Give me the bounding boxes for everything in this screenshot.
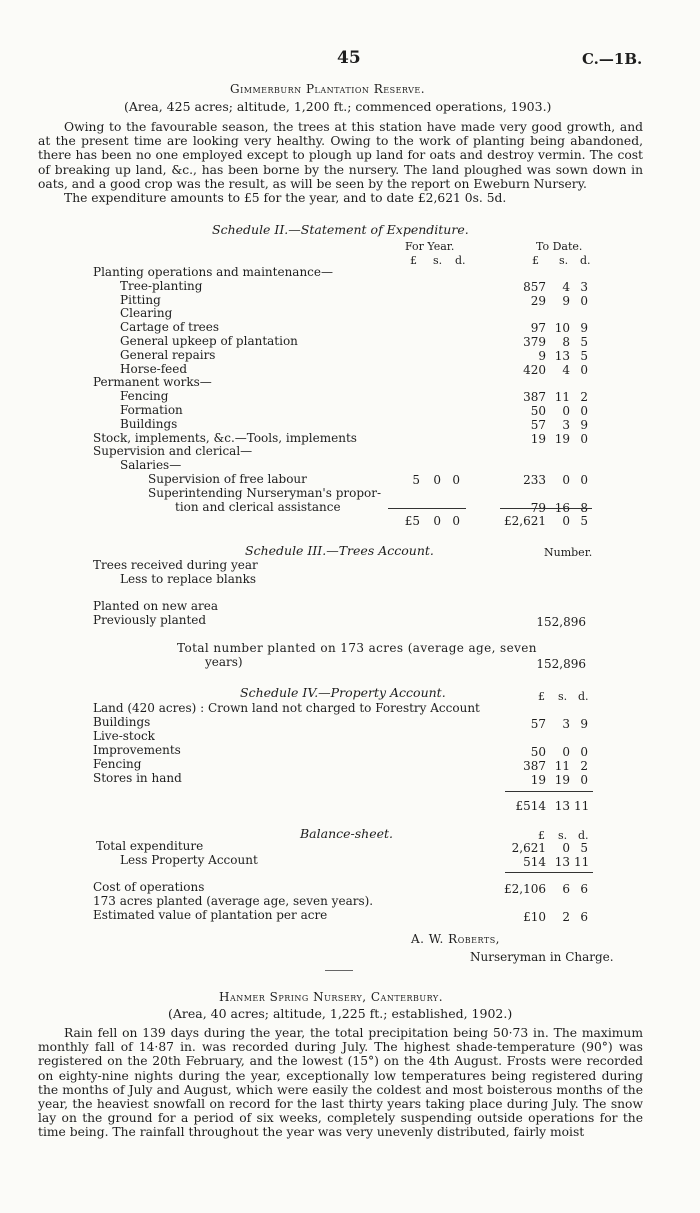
schedule-2-td-value: 29 xyxy=(530,293,546,308)
schedule-4-value: 9 xyxy=(580,717,588,731)
schedule-2-td-value: 8 xyxy=(580,500,588,515)
balance-shilling: s. xyxy=(558,829,568,842)
schedule-2-td-value: 57 xyxy=(530,417,546,432)
schedule-2-td-value: 420 xyxy=(523,362,546,377)
schedule-3-row-less: Less to replace blanks xyxy=(120,572,257,586)
section-divider xyxy=(325,970,353,971)
schedule-4-value: 387 xyxy=(523,759,546,773)
schedule-2-row-label: Superintending Nurseryman's propor- xyxy=(148,485,382,500)
schedule-4-title: Schedule IV.—Property Account. xyxy=(240,685,446,700)
schedule-2-row-label: Clearing xyxy=(120,306,173,321)
schedule-2-td-value: 2 xyxy=(580,390,588,405)
schedule-2-td-value: 0 xyxy=(580,362,588,377)
balance-cost-shilling: 6 xyxy=(562,882,570,896)
schedule-4-value: 50 xyxy=(530,745,546,759)
balance-rule xyxy=(505,872,593,873)
schedule-2-td-value: 97 xyxy=(530,321,546,336)
schedule-2-fy-value: 5 xyxy=(412,473,420,487)
schedule-4-row-label: Land (420 acres) : Crown land not charged to Forestry Account xyxy=(93,701,480,715)
schedule-4-pound: £ xyxy=(538,690,545,703)
schedule-2-td-value: 5 xyxy=(580,348,588,363)
schedule-2-td-value: 3 xyxy=(580,279,588,294)
schedule-2-td-pence: d. xyxy=(580,254,591,267)
schedule-2-row-label: Formation xyxy=(120,403,183,417)
balance-total-expenditure-pound: 2,621 xyxy=(511,841,546,855)
schedule-4-value: 19 xyxy=(554,773,570,787)
schedule-2-td-value: 5 xyxy=(580,335,588,349)
schedule-2-td-value: 233 xyxy=(523,473,546,487)
schedule-4-row-label: Improvements xyxy=(93,743,181,757)
schedule-4-row-label: Live-stock xyxy=(93,729,155,743)
page-number: 45 xyxy=(337,48,361,68)
schedule-2-row-label: Cartage of trees xyxy=(120,320,220,335)
schedule-2-title: Schedule II.—Statement of Expenditure. xyxy=(212,222,469,237)
schedule-2-td-value: 50 xyxy=(530,404,546,418)
schedule-2-td-pound: £ xyxy=(532,254,539,267)
balance-pound: £ xyxy=(538,829,545,842)
schedule-4-pence: d. xyxy=(578,690,589,703)
schedule-2-row-label: Tree-planting xyxy=(120,278,203,293)
schedule-2-fy-shilling: s. xyxy=(433,254,443,267)
schedule-2-total-rule-fy xyxy=(388,508,466,509)
schedule-2-row-label: tion and clerical assistance xyxy=(175,499,341,514)
schedule-2-td-value: 0 xyxy=(562,473,570,487)
schedule-2-row-label: Supervision and clerical— xyxy=(93,444,253,459)
balance-estimated-label: Estimated value of plantation per acre xyxy=(93,908,328,922)
schedule-4-value: 19 xyxy=(530,773,546,787)
schedule-3-previously-value: 152,896 xyxy=(536,615,586,629)
schedule-2-row-label: Stock, implements, &c.—Tools, implements xyxy=(93,430,357,445)
schedule-4-value: 11 xyxy=(554,759,570,773)
schedule-2-td-value: 9 xyxy=(580,417,588,432)
schedule-2-td-value: 11 xyxy=(554,390,570,405)
schedule-4-row-label: Buildings xyxy=(93,715,151,729)
schedule-2-total-rule-td xyxy=(500,508,592,509)
schedule-2-row-label: Planting operations and maintenance— xyxy=(93,265,333,279)
schedule-2-td-value: 16 xyxy=(554,500,570,515)
balance-estimated-pound: £10 xyxy=(523,910,546,924)
schedule-4-row-label: Stores in hand xyxy=(93,771,182,785)
schedule-2-row-label: General upkeep of plantation xyxy=(120,334,298,348)
balance-total-expenditure-pence: 5 xyxy=(580,841,588,855)
schedule-2-td-value: 0 xyxy=(580,404,588,418)
schedule-2-total-fy-shilling: 0 xyxy=(433,514,441,528)
schedule-2-td-value: 19 xyxy=(554,431,570,446)
schedule-3-total-value: 152,896 xyxy=(536,657,586,671)
schedule-2-td-value: 3 xyxy=(562,417,570,432)
schedule-2-td-value: 10 xyxy=(554,321,570,336)
gimmerburn-paragraph xyxy=(38,120,643,205)
schedule-2-td-value: 857 xyxy=(523,279,546,294)
gimmerburn-para-2: The expenditure amounts to £5 for the year, and to date £2,621 0s. 5d. xyxy=(64,191,507,206)
schedule-2-td-value: 0 xyxy=(562,404,570,418)
schedule-2-td-value: 4 xyxy=(562,279,570,294)
schedule-2-fy-pound: £ xyxy=(410,254,417,267)
schedule-4-shilling: s. xyxy=(558,690,568,703)
schedule-4-value: 57 xyxy=(530,717,546,731)
schedule-2-td-value: 19 xyxy=(530,431,546,446)
balance-acres-label: 173 acres planted (average age, seven years). xyxy=(93,894,374,908)
balance-estimated-shilling: 2 xyxy=(562,910,570,924)
schedule-2-total-td-shilling: 0 xyxy=(562,514,570,528)
schedule-2-td-value: 0 xyxy=(580,293,588,308)
schedule-2-row-label: Supervision of free labour xyxy=(148,472,307,486)
schedule-2-total-td-pound: £2,621 xyxy=(504,514,546,528)
schedule-4-value: 3 xyxy=(562,717,570,731)
schedule-2-fy-pence: d. xyxy=(455,254,466,267)
schedule-3-total-label-2: years) xyxy=(205,655,243,669)
schedule-2-row-label: Pitting xyxy=(120,292,161,307)
schedule-2-td-value: 13 xyxy=(554,348,570,363)
schedule-2-td-value: 8 xyxy=(562,335,570,349)
schedule-4-value: 0 xyxy=(562,745,570,759)
document-code: C.—1B. xyxy=(582,50,643,68)
schedule-4-total-rule xyxy=(505,791,593,792)
hanmer-paragraph xyxy=(38,1026,643,1140)
signature-name: A. W. Roberts, xyxy=(411,932,500,946)
schedule-2-col-to-date: To Date. xyxy=(536,240,583,253)
schedule-2-td-value: 9 xyxy=(562,293,570,308)
schedule-4-total-pound: £514 xyxy=(515,799,546,813)
schedule-2-total-td-pence: 5 xyxy=(580,514,588,528)
balance-cost-pound: £2,106 xyxy=(504,882,546,896)
schedule-3-row-previously: Previously planted xyxy=(93,613,207,627)
schedule-4-total-pence: 11 xyxy=(574,799,590,813)
schedule-3-row-new-area: Planted on new area xyxy=(93,599,219,613)
schedule-2-fy-value: 0 xyxy=(433,473,441,487)
schedule-2-row-label: Permanent works— xyxy=(93,375,212,390)
schedule-4-value: 0 xyxy=(580,773,588,787)
schedule-3-total-label-1: Total number planted on 173 acres (average age, seven xyxy=(177,641,537,655)
schedule-2-row-label: Buildings xyxy=(120,416,178,431)
balance-cost-pence: 6 xyxy=(580,882,588,896)
schedule-4-value: 2 xyxy=(580,759,588,773)
schedule-2-td-value: 79 xyxy=(530,500,546,515)
balance-pence: d. xyxy=(578,829,589,842)
hanmer-para: Rain fell on 139 days during the year, the total precipitation being 50·73 in. The maximum monthly fall of 14·87 in. was recorded during July. The highest shade-temperature (90°) was registered on the 20th February, and the lowest (15°) on the 4th August. Frosts were recorded on eighty-nine nights during the year, exceptionally low temperatures being registered during the months of July and August, which were easily the coldest and most boisterous months of the year, the heaviest snowfall on record for the last thirty years taking place during July. The snow lay on the ground for a period of six weeks, completely suspending outside operations for the time being. The rainfall throughout the year was very unevenly distributed, fairly moist xyxy=(38,1026,643,1140)
balance-estimated-pence: 6 xyxy=(580,910,588,924)
schedule-2-td-shilling: s. xyxy=(559,254,569,267)
schedule-3-title: Schedule III.—Trees Account. xyxy=(245,543,434,558)
schedule-2-total-fy-pound: £5 xyxy=(404,514,420,528)
gimmerburn-para-1: Owing to the favourable season, the trees at this station have made very good growth, and at the present time are looking very healthy. Owing to the work of planting being abandoned, there has been no one employed except to plough up land for oats and destroy vermin. The cost of breaking up land, &c., has been borne by the nursery. The land ploughed was sown down in oats, and a good crop was the result, as will be seen by the report on Eweburn Nursery. xyxy=(38,120,643,191)
section-title-hanmer: Hanmer Spring Nursery, Canterbury. xyxy=(219,990,444,1004)
balance-cost-label: Cost of operations xyxy=(93,880,205,894)
balance-less-property-shilling: 13 xyxy=(554,855,570,869)
schedule-2-td-value: 379 xyxy=(523,335,546,349)
schedule-2-td-value: 4 xyxy=(562,362,570,377)
balance-less-property-pound: 514 xyxy=(523,855,546,869)
schedule-2-row-label: Horse-feed xyxy=(120,361,188,376)
schedule-3-row-received: Trees received during year xyxy=(93,558,258,572)
schedule-4-total-shilling: 13 xyxy=(554,799,570,813)
schedule-2-td-value: 387 xyxy=(523,390,546,405)
schedule-2-col-for-year: For Year. xyxy=(405,240,455,253)
balance-row-less-property: Less Property Account xyxy=(120,853,258,867)
schedule-3-col-number: Number. xyxy=(544,546,593,559)
schedule-2-row-label: Salaries— xyxy=(120,458,182,473)
schedule-2-fy-value: 0 xyxy=(452,473,460,487)
schedule-2-row-label: General repairs xyxy=(120,347,216,362)
balance-sheet-title: Balance-sheet. xyxy=(300,826,394,841)
balance-total-expenditure-shilling: 0 xyxy=(562,841,570,855)
schedule-4-row-label: Fencing xyxy=(93,757,142,771)
section-subtitle-gimmerburn: (Area, 425 acres; altitude, 1,200 ft.; commenced operations, 1903.) xyxy=(124,99,552,114)
balance-less-property-pence: 11 xyxy=(574,855,590,869)
schedule-2-row-label: Fencing xyxy=(120,389,169,404)
schedule-2-td-value: 9 xyxy=(580,321,588,336)
schedule-4-value: 0 xyxy=(580,745,588,759)
schedule-2-td-value: 0 xyxy=(580,431,588,446)
schedule-2-td-value: 0 xyxy=(580,473,588,487)
schedule-2-td-value: 9 xyxy=(538,348,546,363)
section-subtitle-hanmer: (Area, 40 acres; altitude, 1,225 ft.; established, 1902.) xyxy=(168,1006,513,1021)
section-title-gimmerburn: Gimmerburn Plantation Reserve. xyxy=(230,82,426,96)
signature-role: Nurseryman in Charge. xyxy=(470,950,614,964)
schedule-2-total-fy-pence: 0 xyxy=(452,514,460,528)
balance-row-total-expenditure: Total expenditure xyxy=(96,839,204,853)
